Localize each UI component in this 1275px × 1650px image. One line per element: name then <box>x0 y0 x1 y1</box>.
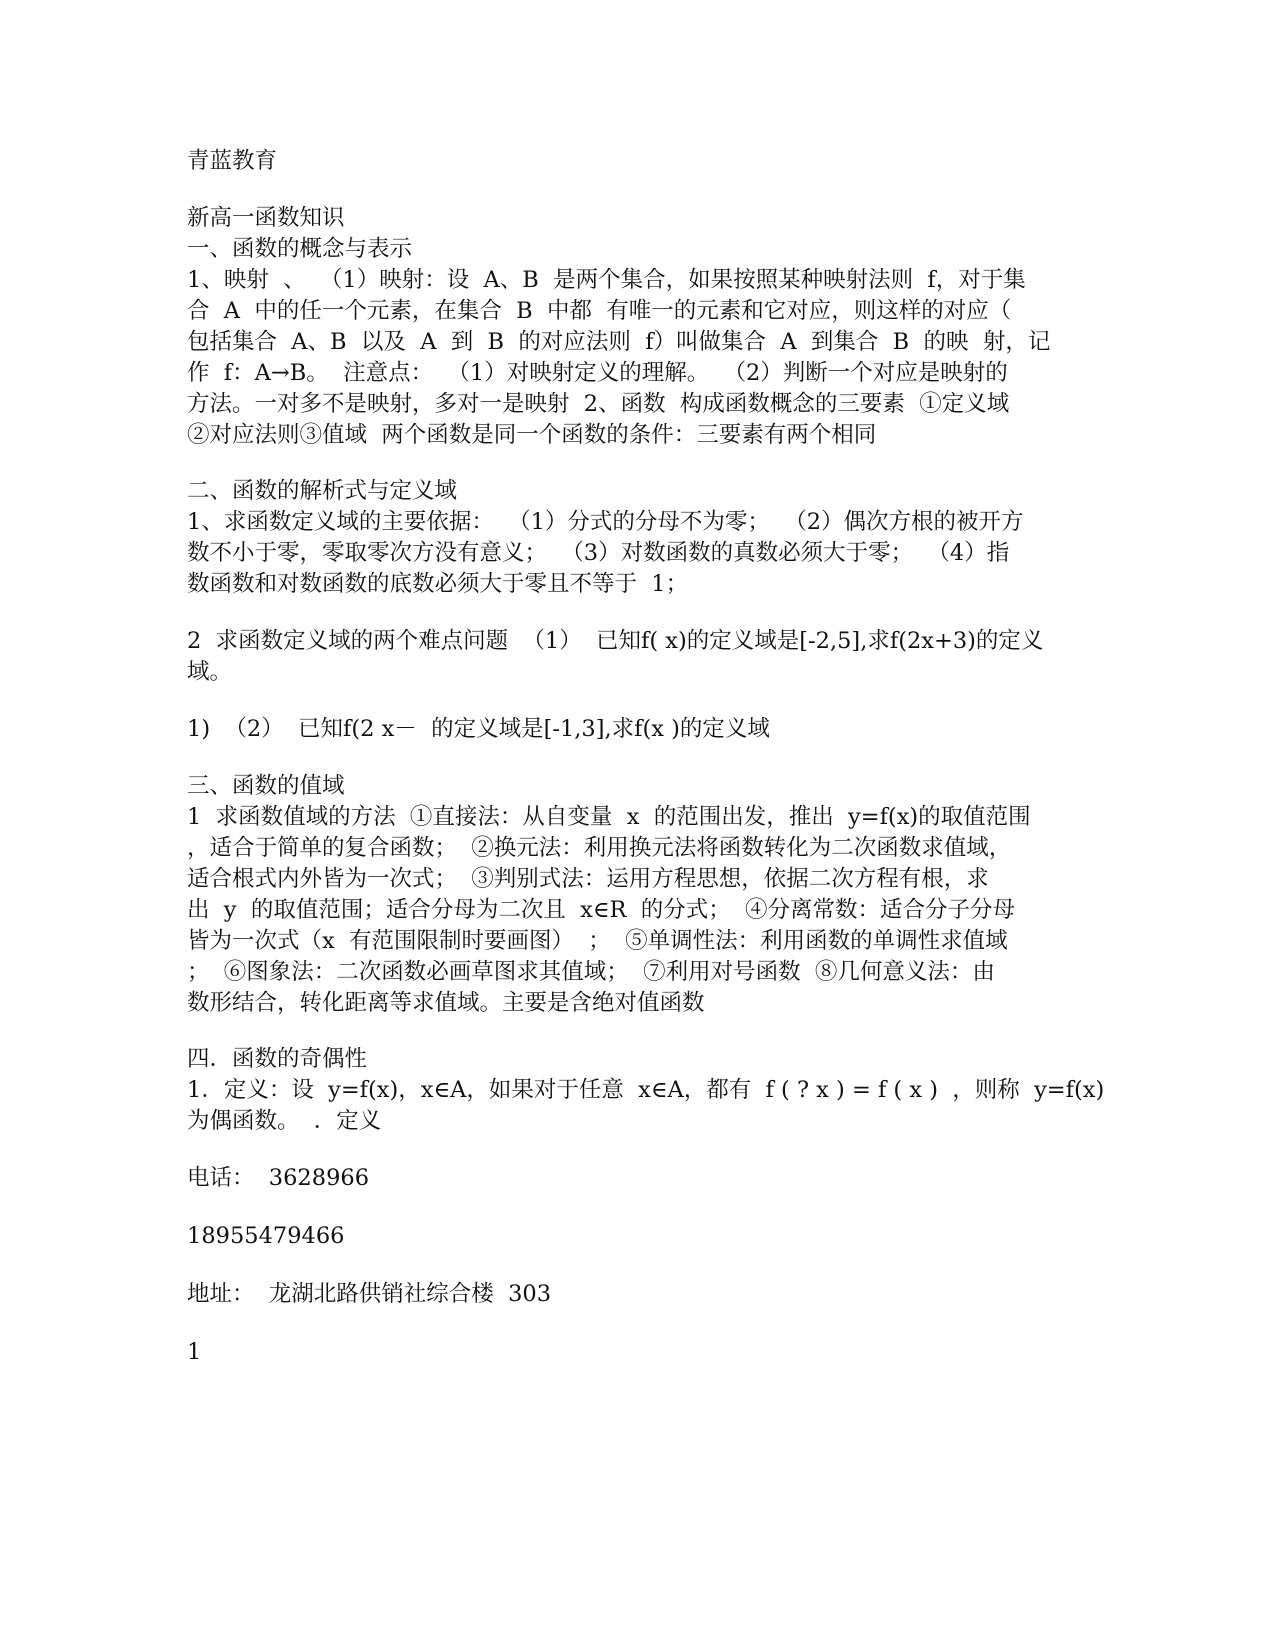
page-number: 1 <box>187 1339 202 1365</box>
section-3-line: 1 求函数值域的方法 ①直接法：从自变量 x 的范围出发，推出 y=f(x)的取值范围 <box>187 804 1031 830</box>
section-1-line: ②对应法则③值域 两个函数是同一个函数的条件：三要素有两个相同 <box>187 422 877 448</box>
section-2-paragraph-2-line: 2 求函数定义域的两个难点问题 （1） 已知f( x)的定义域是[-2,5],求f(2x+3)的定义 <box>187 628 1044 654</box>
section-3-heading: 三、函数的值域 <box>187 773 345 799</box>
section-2-line: 1、求函数定义域的主要依据： （1）分式的分母不为零； （2）偶次方根的被开方 <box>187 509 1024 535</box>
section-1-line: 作 f：A→B。 注意点： （1）对映射定义的理解。 （2）判断一个对应是映射的 <box>187 360 1008 386</box>
section-4-line: 1．定义：设 y=f(x)，x∈A，如果对于任意 x∈A，都有 f ( ? x ) = f ( x ) ，则称 y=f(x) <box>187 1077 1105 1103</box>
section-4-heading: 四．函数的奇偶性 <box>187 1046 368 1072</box>
section-2-line: 数函数和对数函数的底数必须大于零且不等于 1； <box>187 571 689 597</box>
section-1-line: 方法。一对多不是映射，多对一是映射 2、函数 构成函数概念的三要素 ①定义域 <box>187 391 1010 417</box>
contact-phone: 电话： 3628966 <box>187 1165 370 1191</box>
section-3-line: 适合根式内外皆为一次式； ③判别式法：运用方程思想，依据二次方程有根，求 <box>187 866 989 892</box>
section-1-heading: 一、函数的概念与表示 <box>187 236 413 262</box>
contact-mobile: 18955479466 <box>187 1223 345 1249</box>
section-1-line: 包括集合 A、B 以及 A 到 B 的对应法则 f）叫做集合 A 到集合 B 的映 射，记 <box>187 329 1051 355</box>
section-2-line: 数不小于零，零取零次方没有意义； （3）对数函数的真数必须大于零； （4）指 <box>187 540 1010 566</box>
contact-address: 地址： 龙湖北路供销社综合楼 303 <box>187 1281 552 1307</box>
document-title: 新高一函数知识 <box>187 205 345 231</box>
section-2-heading: 二、函数的解析式与定义域 <box>187 478 458 504</box>
section-3-line: 数形结合，转化距离等求值域。主要是含绝对值函数 <box>187 990 705 1016</box>
section-1-line: 1、映射 、 （1）映射：设 A、B 是两个集合，如果按照某种映射法则 f，对于集 <box>187 267 1026 293</box>
section-4-line: 为偶函数。 ．定义 <box>187 1108 382 1134</box>
header-org-name: 青蓝教育 <box>187 148 278 174</box>
section-3-line: ； ⑥图象法：二次函数必画草图求其值域； ⑦利用对号函数 ⑧几何意义法：由 <box>187 959 995 985</box>
section-1-line: 合 A 中的任一个元素，在集合 B 中都 有唯一的元素和它对应，则这样的对应（ <box>187 298 1012 324</box>
section-2-paragraph-3: 1) （2） 已知f(2 x－ 的定义域是[-1,3],求f(x )的定义域 <box>187 716 770 742</box>
section-3-line: 出 y 的取值范围；适合分母为二次且 x∈R 的分式； ④分离常数：适合分子分母 <box>187 897 1016 923</box>
section-3-line: ，适合于简单的复合函数； ②换元法：利用换元法将函数转化为二次函数求值域， <box>187 835 1012 861</box>
section-2-paragraph-2-line: 域。 <box>187 659 233 685</box>
section-3-line: 皆为一次式（x 有范围限制时要画图） ； ⑤单调性法：利用函数的单调性求值域 <box>187 928 1008 954</box>
